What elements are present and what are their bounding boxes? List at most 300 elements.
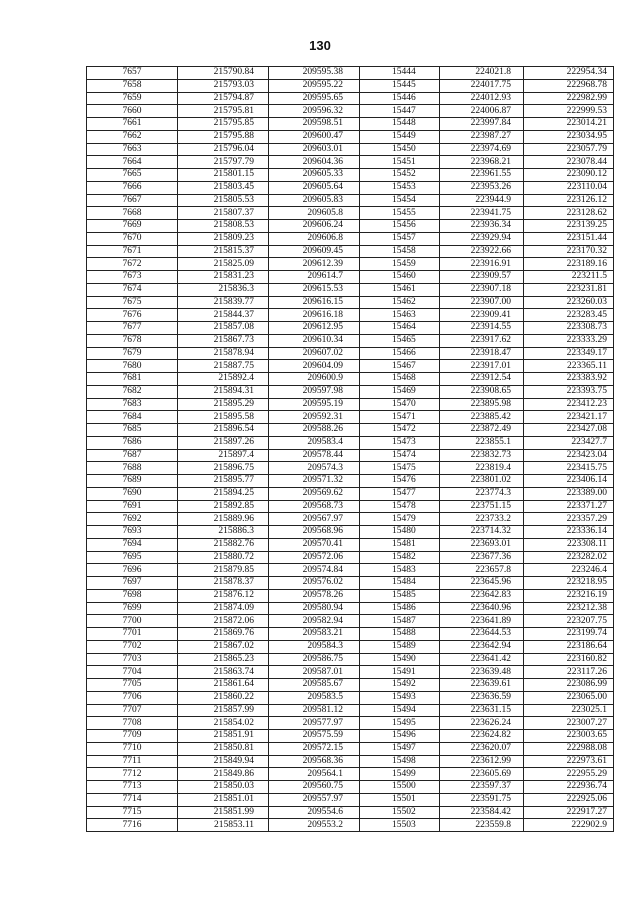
y-coordinate-cell: 222902.9 [524, 819, 614, 832]
point-id-cell: 7675 [87, 296, 178, 309]
x-coordinate-cell: 215803.45 [178, 181, 269, 194]
point-id-cell: 15459 [360, 258, 440, 271]
point-id-cell: 7674 [87, 283, 178, 296]
x-coordinate-cell: 215854.02 [178, 717, 269, 730]
point-id-cell: 7677 [87, 322, 178, 335]
y-coordinate-cell: 223207.75 [524, 615, 614, 628]
table-row [87, 551, 614, 564]
y-coordinate-cell: 223423.04 [524, 449, 614, 462]
point-id-cell: 7711 [87, 755, 178, 768]
y-coordinate-cell: 209572.15 [269, 742, 360, 755]
y-coordinate-cell: 209574.84 [269, 564, 360, 577]
x-coordinate-cell: 223941.75 [440, 207, 524, 220]
table-row [87, 436, 614, 449]
y-coordinate-cell: 223365.11 [524, 360, 614, 373]
y-coordinate-cell: 209578.44 [269, 449, 360, 462]
point-id-cell: 7670 [87, 232, 178, 245]
y-coordinate-cell: 209570.41 [269, 538, 360, 551]
point-id-cell: 7701 [87, 628, 178, 641]
table-row [87, 67, 614, 80]
table-row [87, 589, 614, 602]
x-coordinate-cell: 223693.01 [440, 538, 524, 551]
x-coordinate-cell: 223620.07 [440, 742, 524, 755]
table-row [87, 819, 614, 832]
table-row [87, 640, 614, 653]
table-row [87, 628, 614, 641]
point-id-cell: 15450 [360, 143, 440, 156]
table-row [87, 755, 614, 768]
table-row [87, 207, 614, 220]
point-id-cell: 15488 [360, 628, 440, 641]
y-coordinate-cell: 223427.7 [524, 436, 614, 449]
y-coordinate-cell: 222936.74 [524, 781, 614, 794]
table-row [87, 79, 614, 92]
point-id-cell: 15475 [360, 462, 440, 475]
point-id-cell: 7695 [87, 551, 178, 564]
point-id-cell: 7662 [87, 130, 178, 143]
x-coordinate-cell: 223641.42 [440, 653, 524, 666]
y-coordinate-cell: 223216.19 [524, 589, 614, 602]
y-coordinate-cell: 209610.34 [269, 334, 360, 347]
x-coordinate-cell: 215860.22 [178, 691, 269, 704]
y-coordinate-cell: 222982.99 [524, 92, 614, 105]
table-row [87, 538, 614, 551]
x-coordinate-cell: 223895.98 [440, 398, 524, 411]
point-id-cell: 15486 [360, 602, 440, 615]
point-id-cell: 15452 [360, 169, 440, 182]
y-coordinate-cell: 223126.12 [524, 194, 614, 207]
point-id-cell: 7676 [87, 309, 178, 322]
x-coordinate-cell: 215793.03 [178, 79, 269, 92]
point-id-cell: 7663 [87, 143, 178, 156]
table-row [87, 373, 614, 386]
table-row [87, 717, 614, 730]
x-coordinate-cell: 215863.74 [178, 666, 269, 679]
point-id-cell: 15482 [360, 551, 440, 564]
x-coordinate-cell: 215896.75 [178, 462, 269, 475]
point-id-cell: 15460 [360, 271, 440, 284]
x-coordinate-cell: 215874.09 [178, 602, 269, 615]
y-coordinate-cell: 222955.29 [524, 768, 614, 781]
x-coordinate-cell: 215878.37 [178, 577, 269, 590]
y-coordinate-cell: 209616.15 [269, 296, 360, 309]
point-id-cell: 15483 [360, 564, 440, 577]
point-id-cell: 7660 [87, 105, 178, 118]
x-coordinate-cell: 215849.94 [178, 755, 269, 768]
x-coordinate-cell: 215796.04 [178, 143, 269, 156]
x-coordinate-cell: 223944.9 [440, 194, 524, 207]
table-row [87, 564, 614, 577]
x-coordinate-cell: 223907.18 [440, 283, 524, 296]
y-coordinate-cell: 209568.73 [269, 500, 360, 513]
point-id-cell: 7667 [87, 194, 178, 207]
y-coordinate-cell: 223415.75 [524, 462, 614, 475]
y-coordinate-cell: 209553.2 [269, 819, 360, 832]
x-coordinate-cell: 223584.42 [440, 806, 524, 819]
x-coordinate-cell: 223639.48 [440, 666, 524, 679]
table-row [87, 118, 614, 131]
x-coordinate-cell: 215895.29 [178, 398, 269, 411]
y-coordinate-cell: 222999.53 [524, 105, 614, 118]
y-coordinate-cell: 223065.00 [524, 691, 614, 704]
point-id-cell: 15446 [360, 92, 440, 105]
table-row [87, 577, 614, 590]
table-row [87, 398, 614, 411]
table-row [87, 334, 614, 347]
table-row [87, 424, 614, 437]
point-id-cell: 15503 [360, 819, 440, 832]
x-coordinate-cell: 223597.37 [440, 781, 524, 794]
point-id-cell: 15478 [360, 500, 440, 513]
x-coordinate-cell: 215795.81 [178, 105, 269, 118]
table-row [87, 793, 614, 806]
table-row [87, 768, 614, 781]
y-coordinate-cell: 209615.53 [269, 283, 360, 296]
x-coordinate-cell: 223733.2 [440, 513, 524, 526]
point-id-cell: 15494 [360, 704, 440, 717]
point-id-cell: 7658 [87, 79, 178, 92]
y-coordinate-cell: 209605.33 [269, 169, 360, 182]
x-coordinate-cell: 223922.66 [440, 245, 524, 258]
point-id-cell: 15498 [360, 755, 440, 768]
y-coordinate-cell: 209616.18 [269, 309, 360, 322]
table-row [87, 130, 614, 143]
point-id-cell: 7707 [87, 704, 178, 717]
point-id-cell: 15500 [360, 781, 440, 794]
x-coordinate-cell: 223677.36 [440, 551, 524, 564]
point-id-cell: 15457 [360, 232, 440, 245]
y-coordinate-cell: 209595.22 [269, 79, 360, 92]
x-coordinate-cell: 223641.89 [440, 615, 524, 628]
y-coordinate-cell: 222973.61 [524, 755, 614, 768]
y-coordinate-cell: 223034.95 [524, 130, 614, 143]
point-id-cell: 7698 [87, 589, 178, 602]
point-id-cell: 15454 [360, 194, 440, 207]
point-id-cell: 15487 [360, 615, 440, 628]
y-coordinate-cell: 223117.26 [524, 666, 614, 679]
point-id-cell: 15477 [360, 487, 440, 500]
page-number: 130 [309, 38, 331, 53]
y-coordinate-cell: 223349.17 [524, 347, 614, 360]
x-coordinate-cell: 224017.75 [440, 79, 524, 92]
point-id-cell: 7692 [87, 513, 178, 526]
y-coordinate-cell: 223308.11 [524, 538, 614, 551]
x-coordinate-cell: 215895.58 [178, 411, 269, 424]
table-row [87, 691, 614, 704]
table-row [87, 615, 614, 628]
x-coordinate-cell: 215801.15 [178, 169, 269, 182]
y-coordinate-cell: 209557.97 [269, 793, 360, 806]
y-coordinate-cell: 223308.73 [524, 322, 614, 335]
x-coordinate-cell: 223626.24 [440, 717, 524, 730]
y-coordinate-cell: 223231.81 [524, 283, 614, 296]
x-coordinate-cell: 215850.03 [178, 781, 269, 794]
point-id-cell: 7657 [87, 67, 178, 80]
point-id-cell: 7685 [87, 424, 178, 437]
y-coordinate-cell: 223186.64 [524, 640, 614, 653]
x-coordinate-cell: 215892.4 [178, 373, 269, 386]
y-coordinate-cell: 209567.97 [269, 513, 360, 526]
y-coordinate-cell: 223160.82 [524, 653, 614, 666]
point-id-cell: 7696 [87, 564, 178, 577]
x-coordinate-cell: 215867.73 [178, 334, 269, 347]
table-row [87, 653, 614, 666]
y-coordinate-cell: 209614.7 [269, 271, 360, 284]
point-id-cell: 15448 [360, 118, 440, 131]
table-row [87, 258, 614, 271]
y-coordinate-cell: 222917.27 [524, 806, 614, 819]
y-coordinate-cell: 223427.08 [524, 424, 614, 437]
y-coordinate-cell: 222968.78 [524, 79, 614, 92]
x-coordinate-cell: 215895.77 [178, 475, 269, 488]
x-coordinate-cell: 223631.15 [440, 704, 524, 717]
x-coordinate-cell: 223645.96 [440, 577, 524, 590]
point-id-cell: 15472 [360, 424, 440, 437]
point-id-cell: 7672 [87, 258, 178, 271]
x-coordinate-cell: 223961.55 [440, 169, 524, 182]
y-coordinate-cell: 209583.5 [269, 691, 360, 704]
x-coordinate-cell: 223624.82 [440, 730, 524, 743]
point-id-cell: 15499 [360, 768, 440, 781]
point-id-cell: 7712 [87, 768, 178, 781]
x-coordinate-cell: 215857.08 [178, 322, 269, 335]
table-row [87, 730, 614, 743]
table-row [87, 245, 614, 258]
y-coordinate-cell: 223260.03 [524, 296, 614, 309]
table-row [87, 781, 614, 794]
table-row [87, 322, 614, 335]
point-id-cell: 15479 [360, 513, 440, 526]
x-coordinate-cell: 215857.99 [178, 704, 269, 717]
x-coordinate-cell: 215831.23 [178, 271, 269, 284]
y-coordinate-cell: 223086.99 [524, 679, 614, 692]
table-body [87, 67, 614, 832]
y-coordinate-cell: 209595.65 [269, 92, 360, 105]
y-coordinate-cell: 209606.8 [269, 232, 360, 245]
table-row [87, 704, 614, 717]
x-coordinate-cell: 223559.8 [440, 819, 524, 832]
point-id-cell: 7706 [87, 691, 178, 704]
table-row [87, 500, 614, 513]
y-coordinate-cell: 209582.94 [269, 615, 360, 628]
point-id-cell: 7666 [87, 181, 178, 194]
x-coordinate-cell: 215872.06 [178, 615, 269, 628]
point-id-cell: 15492 [360, 679, 440, 692]
point-id-cell: 15461 [360, 283, 440, 296]
point-id-cell: 15489 [360, 640, 440, 653]
point-id-cell: 7680 [87, 360, 178, 373]
table-row [87, 806, 614, 819]
point-id-cell: 7702 [87, 640, 178, 653]
point-id-cell: 7678 [87, 334, 178, 347]
x-coordinate-cell: 215808.53 [178, 220, 269, 233]
point-id-cell: 7679 [87, 347, 178, 360]
x-coordinate-cell: 223644.53 [440, 628, 524, 641]
y-coordinate-cell: 223336.14 [524, 526, 614, 539]
x-coordinate-cell: 215790.84 [178, 67, 269, 80]
point-id-cell: 15502 [360, 806, 440, 819]
x-coordinate-cell: 215886.3 [178, 526, 269, 539]
x-coordinate-cell: 215865.23 [178, 653, 269, 666]
point-id-cell: 15455 [360, 207, 440, 220]
y-coordinate-cell: 223421.17 [524, 411, 614, 424]
y-coordinate-cell: 209572.06 [269, 551, 360, 564]
x-coordinate-cell: 215853.11 [178, 819, 269, 832]
point-id-cell: 7686 [87, 436, 178, 449]
y-coordinate-cell: 223003.65 [524, 730, 614, 743]
y-coordinate-cell: 209612.39 [269, 258, 360, 271]
y-coordinate-cell: 223357.29 [524, 513, 614, 526]
y-coordinate-cell: 209604.09 [269, 360, 360, 373]
y-coordinate-cell: 209564.1 [269, 768, 360, 781]
point-id-cell: 15467 [360, 360, 440, 373]
point-id-cell: 15449 [360, 130, 440, 143]
x-coordinate-cell: 215897.4 [178, 449, 269, 462]
point-id-cell: 15490 [360, 653, 440, 666]
x-coordinate-cell: 223855.1 [440, 436, 524, 449]
y-coordinate-cell: 209585.67 [269, 679, 360, 692]
table-row [87, 181, 614, 194]
x-coordinate-cell: 215809.23 [178, 232, 269, 245]
y-coordinate-cell: 223090.12 [524, 169, 614, 182]
x-coordinate-cell: 215861.64 [178, 679, 269, 692]
x-coordinate-cell: 223774.3 [440, 487, 524, 500]
x-coordinate-cell: 215894.31 [178, 385, 269, 398]
x-coordinate-cell: 215851.01 [178, 793, 269, 806]
point-id-cell: 15468 [360, 373, 440, 386]
point-id-cell: 15495 [360, 717, 440, 730]
x-coordinate-cell: 215805.53 [178, 194, 269, 207]
point-id-cell: 15451 [360, 156, 440, 169]
x-coordinate-cell: 215896.54 [178, 424, 269, 437]
y-coordinate-cell: 223333.29 [524, 334, 614, 347]
x-coordinate-cell: 223751.15 [440, 500, 524, 513]
point-id-cell: 15445 [360, 79, 440, 92]
y-coordinate-cell: 209609.45 [269, 245, 360, 258]
point-id-cell: 7682 [87, 385, 178, 398]
point-id-cell: 15496 [360, 730, 440, 743]
y-coordinate-cell: 209560.75 [269, 781, 360, 794]
y-coordinate-cell: 223014.21 [524, 118, 614, 131]
y-coordinate-cell: 223057.79 [524, 143, 614, 156]
y-coordinate-cell: 209578.26 [269, 589, 360, 602]
x-coordinate-cell: 215839.77 [178, 296, 269, 309]
point-id-cell: 7665 [87, 169, 178, 182]
table-row [87, 487, 614, 500]
y-coordinate-cell: 222925.06 [524, 793, 614, 806]
point-id-cell: 7709 [87, 730, 178, 743]
table-row [87, 679, 614, 692]
x-coordinate-cell: 215869.76 [178, 628, 269, 641]
x-coordinate-cell: 223885.42 [440, 411, 524, 424]
point-id-cell: 7669 [87, 220, 178, 233]
point-id-cell: 7664 [87, 156, 178, 169]
x-coordinate-cell: 223801.02 [440, 475, 524, 488]
x-coordinate-cell: 215836.3 [178, 283, 269, 296]
y-coordinate-cell: 223383.92 [524, 373, 614, 386]
x-coordinate-cell: 215887.75 [178, 360, 269, 373]
y-coordinate-cell: 209583.21 [269, 628, 360, 641]
x-coordinate-cell: 223914.55 [440, 322, 524, 335]
x-coordinate-cell: 223916.91 [440, 258, 524, 271]
y-coordinate-cell: 209577.97 [269, 717, 360, 730]
x-coordinate-cell: 223640.96 [440, 602, 524, 615]
point-id-cell: 15474 [360, 449, 440, 462]
point-id-cell: 7681 [87, 373, 178, 386]
table-row [87, 475, 614, 488]
y-coordinate-cell: 209600.47 [269, 130, 360, 143]
x-coordinate-cell: 215889.96 [178, 513, 269, 526]
y-coordinate-cell: 209583.4 [269, 436, 360, 449]
x-coordinate-cell: 223909.57 [440, 271, 524, 284]
point-id-cell: 7699 [87, 602, 178, 615]
point-id-cell: 15447 [360, 105, 440, 118]
point-id-cell: 15484 [360, 577, 440, 590]
point-id-cell: 7684 [87, 411, 178, 424]
point-id-cell: 15470 [360, 398, 440, 411]
y-coordinate-cell: 209595.38 [269, 67, 360, 80]
x-coordinate-cell: 215815.37 [178, 245, 269, 258]
y-coordinate-cell: 209569.62 [269, 487, 360, 500]
point-id-cell: 7714 [87, 793, 178, 806]
table-row [87, 296, 614, 309]
point-id-cell: 15473 [360, 436, 440, 449]
point-id-cell: 7689 [87, 475, 178, 488]
point-id-cell: 15466 [360, 347, 440, 360]
y-coordinate-cell: 209603.01 [269, 143, 360, 156]
y-coordinate-cell: 223412.23 [524, 398, 614, 411]
table-row [87, 602, 614, 615]
x-coordinate-cell: 223832.73 [440, 449, 524, 462]
point-id-cell: 15497 [360, 742, 440, 755]
point-id-cell: 7713 [87, 781, 178, 794]
table-row [87, 449, 614, 462]
point-id-cell: 7697 [87, 577, 178, 590]
x-coordinate-cell: 223968.21 [440, 156, 524, 169]
y-coordinate-cell: 209575.59 [269, 730, 360, 743]
y-coordinate-cell: 209605.64 [269, 181, 360, 194]
point-id-cell: 7708 [87, 717, 178, 730]
y-coordinate-cell: 209576.02 [269, 577, 360, 590]
point-id-cell: 7716 [87, 819, 178, 832]
point-id-cell: 7710 [87, 742, 178, 755]
x-coordinate-cell: 223639.61 [440, 679, 524, 692]
y-coordinate-cell: 223128.62 [524, 207, 614, 220]
y-coordinate-cell: 223218.95 [524, 577, 614, 590]
x-coordinate-cell: 223929.94 [440, 232, 524, 245]
point-id-cell: 7673 [87, 271, 178, 284]
y-coordinate-cell: 209607.02 [269, 347, 360, 360]
y-coordinate-cell: 209597.98 [269, 385, 360, 398]
y-coordinate-cell: 223151.44 [524, 232, 614, 245]
point-id-cell: 7704 [87, 666, 178, 679]
y-coordinate-cell: 209584.3 [269, 640, 360, 653]
point-id-cell: 15480 [360, 526, 440, 539]
x-coordinate-cell: 215849.86 [178, 768, 269, 781]
y-coordinate-cell: 223371.27 [524, 500, 614, 513]
x-coordinate-cell: 215897.26 [178, 436, 269, 449]
table-row [87, 220, 614, 233]
point-id-cell: 15456 [360, 220, 440, 233]
x-coordinate-cell: 215851.91 [178, 730, 269, 743]
y-coordinate-cell: 209612.95 [269, 322, 360, 335]
x-coordinate-cell: 223819.4 [440, 462, 524, 475]
y-coordinate-cell: 209568.36 [269, 755, 360, 768]
table-row [87, 360, 614, 373]
point-id-cell: 15464 [360, 322, 440, 335]
y-coordinate-cell: 222954.34 [524, 67, 614, 80]
y-coordinate-cell: 209595.19 [269, 398, 360, 411]
